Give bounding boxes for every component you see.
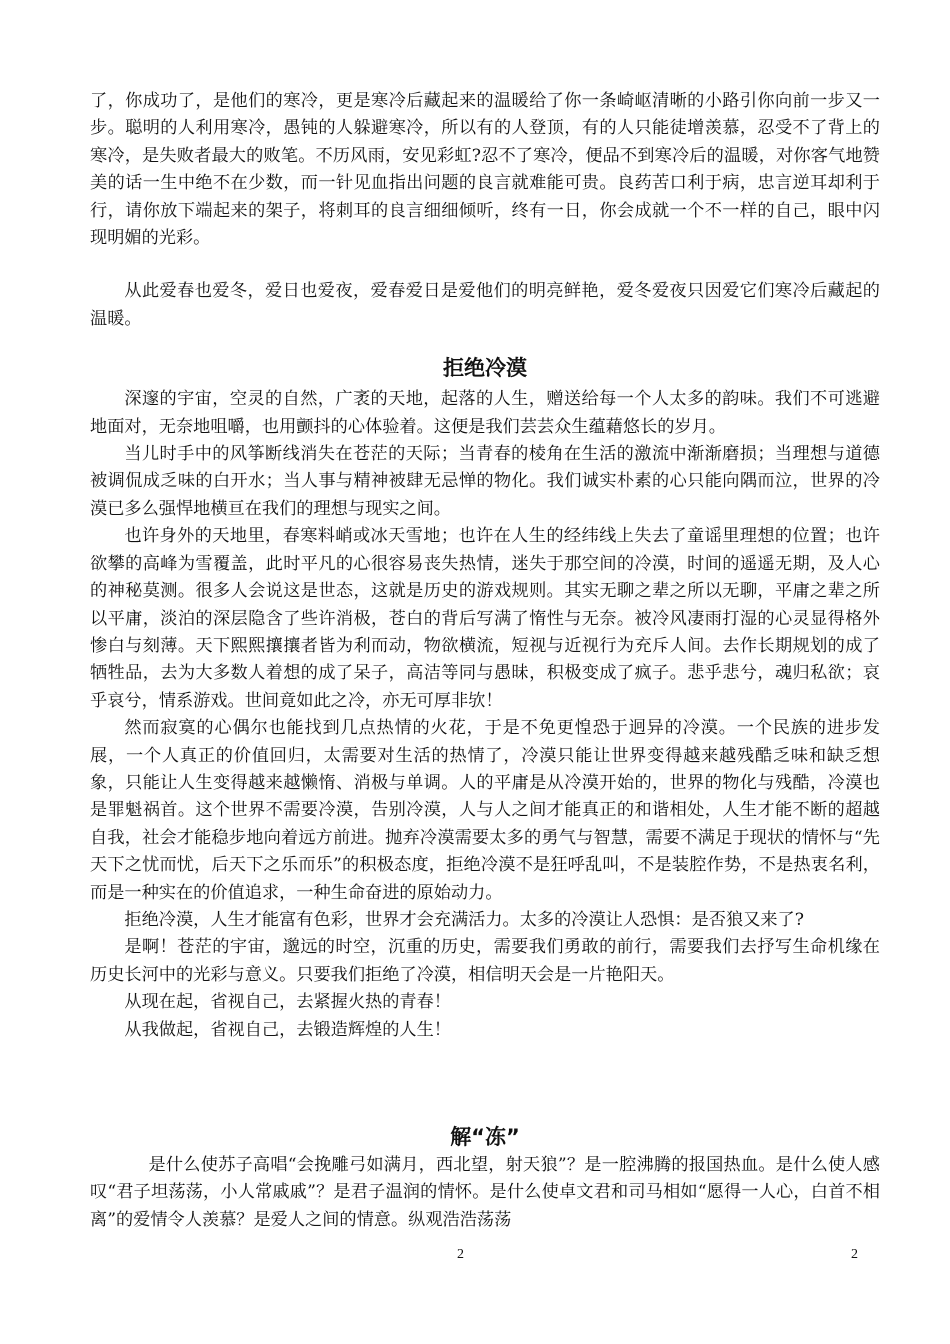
body-paragraph: 是什么使苏子高唱“会挽雕弓如满月，西北望，射天狼”？是一腔沸腾的报国热血。是什么使人感叹“君子坦荡荡，小人常戚戚”？是君子温润的情怀。是什么使卓文君和司马相如“愿得一人心，白首不相离”的爱情令人羡慕？是爱人之间的情意。纵观浩浩荡荡 [90, 1155, 880, 1230]
body-paragraph: 拒绝冷漠，人生才能富有色彩，世界才会充满活力。太多的冷漠让人恐惧：是否狼又来了? [124, 909, 804, 930]
section-title: 拒绝冷漠 [443, 356, 527, 381]
body-paragraph: 了，你成功了，是他们的寒冷，更是寒冷后藏起来的温暖给了你一条崎岖清晰的小路引你向前一步又一步。聪明的人利用寒冷，愚钝的人躲避寒冷，所以有的人登顶，有的人只能徒增羡慕，忍受不了背上的寒冷，是失败者最大的败笔。不历风雨，安见彩虹?忍不了寒冷，便品不到寒冷后的温暖，对你客气地赞美的话一生中绝不在少数，而一针见血指出问题的良言就难能可贵。良药苦口利于病，忠言逆耳却利于行，请你放下端起来的架子，将刺耳的良言细细倾听，终有一日，你会成就一个不一样的自己，眼中闪现明媚的光彩。 [90, 91, 880, 249]
page-number-right: 2 [851, 1247, 858, 1262]
section-title: 解“冻” [450, 1125, 520, 1149]
body-paragraph: 从现在起，省视自己，去紧握火热的青春！ [124, 992, 451, 1013]
document-page [90, 88, 880, 1234]
body-paragraph: 深邃的宇宙，空灵的自然，广袤的天地，起落的人生，赠送给每一个人太多的韵味。我们不可逃避地面对，无奈地咀嚼，也用颤抖的心体验着。这便是我们芸芸众生蕴藉悠长的岁月。 [90, 389, 880, 437]
body-paragraph: 从我做起，省视自己，去锻造辉煌的人生！ [124, 1019, 451, 1040]
body-paragraph: 当儿时手中的风筝断线消失在苍茫的天际；当青春的棱角在生活的激流中渐渐磨损；当理想与道德被调侃成乏味的白开水；当人事与精神被肆无忌惮的物化。我们诚实朴素的心只能向隅而泣，世界的冷漠已多么强悍地横亘在我们的理想与现实之间。 [90, 444, 880, 519]
body-paragraph: 然而寂寞的心偶尔也能找到几点热情的火花，于是不免更惶恐于迥异的冷漠。一个民族的进步发展，一个人真正的价值回归，太需要对生活的热情了，冷漠只能让世界变得越来越残酷乏味和缺乏想象，只能让人生变得越来越懒惰、消极与单调。人的平庸是从冷漠开始的，世界的物化与残酷，冷漠也是罪魁祸首。这个世界不需要冷漠，告别冷漠，人与人之间才能真正的和谐相处，人生才能不断的超越自我，社会才能稳步地向着远方前进。抛弃冷漠需要太多的勇气与智慧，需要不满足于现状的情怀与“先天下之忧而忧，后天下之乐而乐”的积极态度，拒绝冷漠不是狂呼乱叫，不是装腔作势，不是热衷名利，而是一种实在的价值追求，一种生命奋进的原始动力。 [90, 718, 880, 903]
body-paragraph: 也许身外的天地里，春寒料峭或冰天雪地；也许在人生的经纬线上失去了童谣里理想的位置；也许欲攀的高峰为雪覆盖，此时平凡的心很容易丧失热情，迷失于那空间的冷漠，时间的遥遥无期，及人心的神秘莫测。很多人会说这是世态，这就是历史的游戏规则。其实无聊之辈之所以无聊，平庸之辈之所以平庸，淡泊的深层隐含了些许消极，苍白的背后写满了惰性与无奈。被冷风凄雨打湿的心灵显得格外惨白与刻薄。天下熙熙攘攘者皆为利而动，物欲横流，短视与近视行为充斥人间。去作长期规划的成了牺牲品，去为大多数人着想的成了呆子，高洁等同与愚昧，积极变成了疯子。悲乎悲兮，魂归私欲；哀乎哀兮，情系游戏。世间竟如此之冷，亦无可厚非欤！ [90, 526, 880, 711]
body-paragraph: 从此爱春也爱冬，爱日也爱夜，爱春爱日是爱他们的明亮鲜艳，爱冬爱夜只因爱它们寒冷后藏起的温暖。 [90, 281, 880, 329]
page-number-center: 2 [457, 1247, 464, 1262]
body-paragraph: 是啊！苍茫的宇宙，邈远的时空，沉重的历史，需要我们勇敢的前行，需要我们去抒写生命机缘在历史长河中的光彩与意义。只要我们拒绝了冷漠，相信明天会是一片艳阳天。 [90, 937, 880, 985]
